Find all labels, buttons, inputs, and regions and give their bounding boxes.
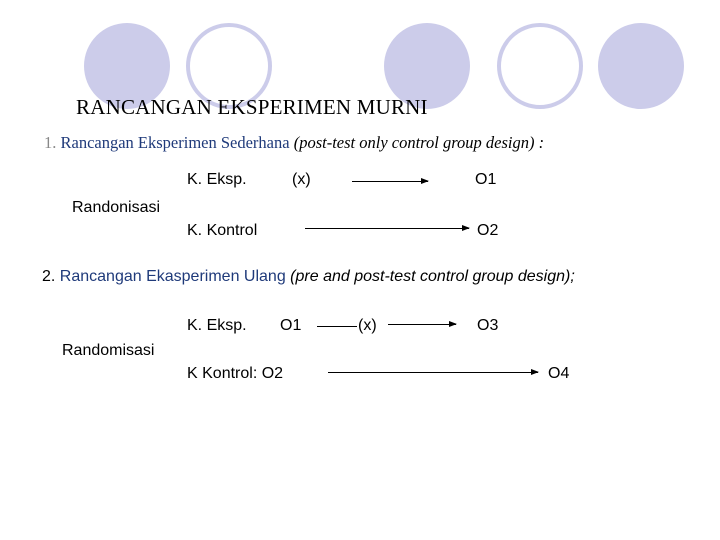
decor-circle-4 <box>497 23 583 109</box>
s2-line-pre <box>317 326 357 327</box>
s2-group-ctrl: K Kontrol: O2 <box>187 365 284 382</box>
s1-arrow-exp <box>352 181 428 182</box>
s1-obs-ctrl: O2 <box>477 222 499 239</box>
s2-post-exp: O3 <box>477 317 499 334</box>
section2-subtitle: (pre and post-test control group design); <box>290 268 575 285</box>
section2-name: Rancangan Ekasperimen Ulang <box>59 268 286 285</box>
s1-randomization: Randonisasi <box>72 199 161 216</box>
s1-arrow-ctrl <box>305 228 469 229</box>
page-title: RANCANGAN EKSPERIMEN MURNI <box>76 95 428 119</box>
section2-heading <box>42 268 575 286</box>
section1-subtitle: (post-test only control group design) : <box>293 133 545 152</box>
section1-name: Rancangan Eksperimen Sederhana <box>60 133 290 152</box>
section1-number: 1. <box>44 133 57 152</box>
s2-post-ctrl: O4 <box>548 365 570 382</box>
s2-arrow-ctrl <box>328 372 538 373</box>
s1-group-exp: K. Eksp. <box>187 171 247 188</box>
decor-circle-5 <box>598 23 684 109</box>
section2-number: 2. <box>42 268 56 285</box>
s1-treatment: (x) <box>292 171 311 188</box>
s2-arrow-exp <box>388 324 456 325</box>
s2-treatment: (x) <box>358 317 377 334</box>
s2-group-exp: K. Eksp. <box>187 317 247 334</box>
s2-randomization: Randomisasi <box>62 342 155 359</box>
s1-group-ctrl: K. Kontrol <box>187 222 258 239</box>
section1-heading <box>44 133 544 153</box>
s1-obs-exp: O1 <box>475 171 497 188</box>
s2-pre-exp: O1 <box>280 317 302 334</box>
